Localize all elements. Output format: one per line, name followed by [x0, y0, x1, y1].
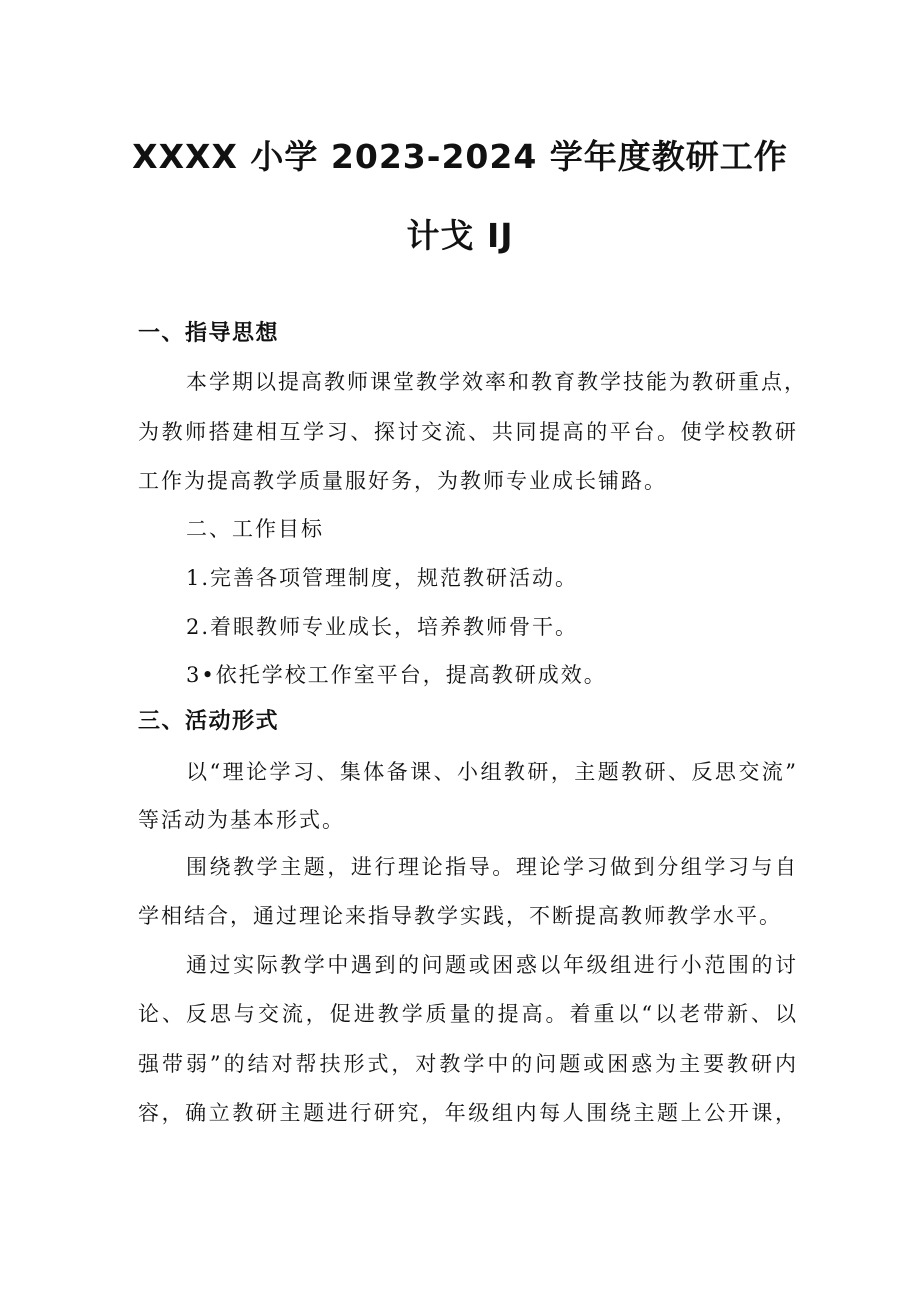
- paragraph-line: 通过实际教学中遇到的问题或困惑以年级组进行小范围的讨: [186, 953, 798, 977]
- list-item-goal-1: 1.完善各项管理制度，规范教研活动。: [186, 566, 579, 590]
- section-heading-work-goals: 二、工作目标: [186, 517, 324, 541]
- paragraph-line: 论、反思与交流，促进教学质量的提高。着重以“以老带新、以: [138, 1002, 798, 1026]
- section-heading-activity-forms: 三、活动形式: [138, 709, 280, 734]
- paragraph-line: 工作为提高教学质量服好务，为教师专业成长铺路。: [138, 469, 667, 493]
- paragraph-line: 容，确立教研主题进行研究，年级组内每人围绕主题上公开课，: [138, 1101, 798, 1125]
- list-item-goal-2: 2.着眼教师专业成长，培养教师骨干。: [186, 615, 579, 639]
- paragraph-line: 为教师搭建相互学习、探讨交流、共同提高的平台。使学校教研: [138, 420, 798, 444]
- paragraph-line: 以“理论学习、集体备课、小组教研，主题教研、反思交流”: [186, 760, 798, 784]
- paragraph-line: 强带弱”的结对帮扶形式，对教学中的问题或困惑为主要教研内: [138, 1052, 798, 1076]
- section-heading-guiding-ideology: 一、指导思想: [138, 321, 280, 346]
- document-title-line-1: XXXX 小学 2023-2024 学年度教研工作: [132, 137, 788, 176]
- list-item-goal-3: 3•依托学校工作室平台，提高教研成效。: [186, 663, 607, 687]
- paragraph-line: 围绕教学主题，进行理论指导。理论学习做到分组学习与自: [186, 855, 798, 879]
- paragraph-line: 学相结合，通过理论来指导教学实践，不断提高教师教学水平。: [138, 904, 782, 928]
- document-title-line-2: 计戈 IJ: [406, 216, 514, 255]
- paragraph-line: 本学期以提高教师课堂教学效率和教育教学技能为教研重点，: [186, 370, 807, 394]
- paragraph-line: 等活动为基本形式。: [138, 808, 345, 832]
